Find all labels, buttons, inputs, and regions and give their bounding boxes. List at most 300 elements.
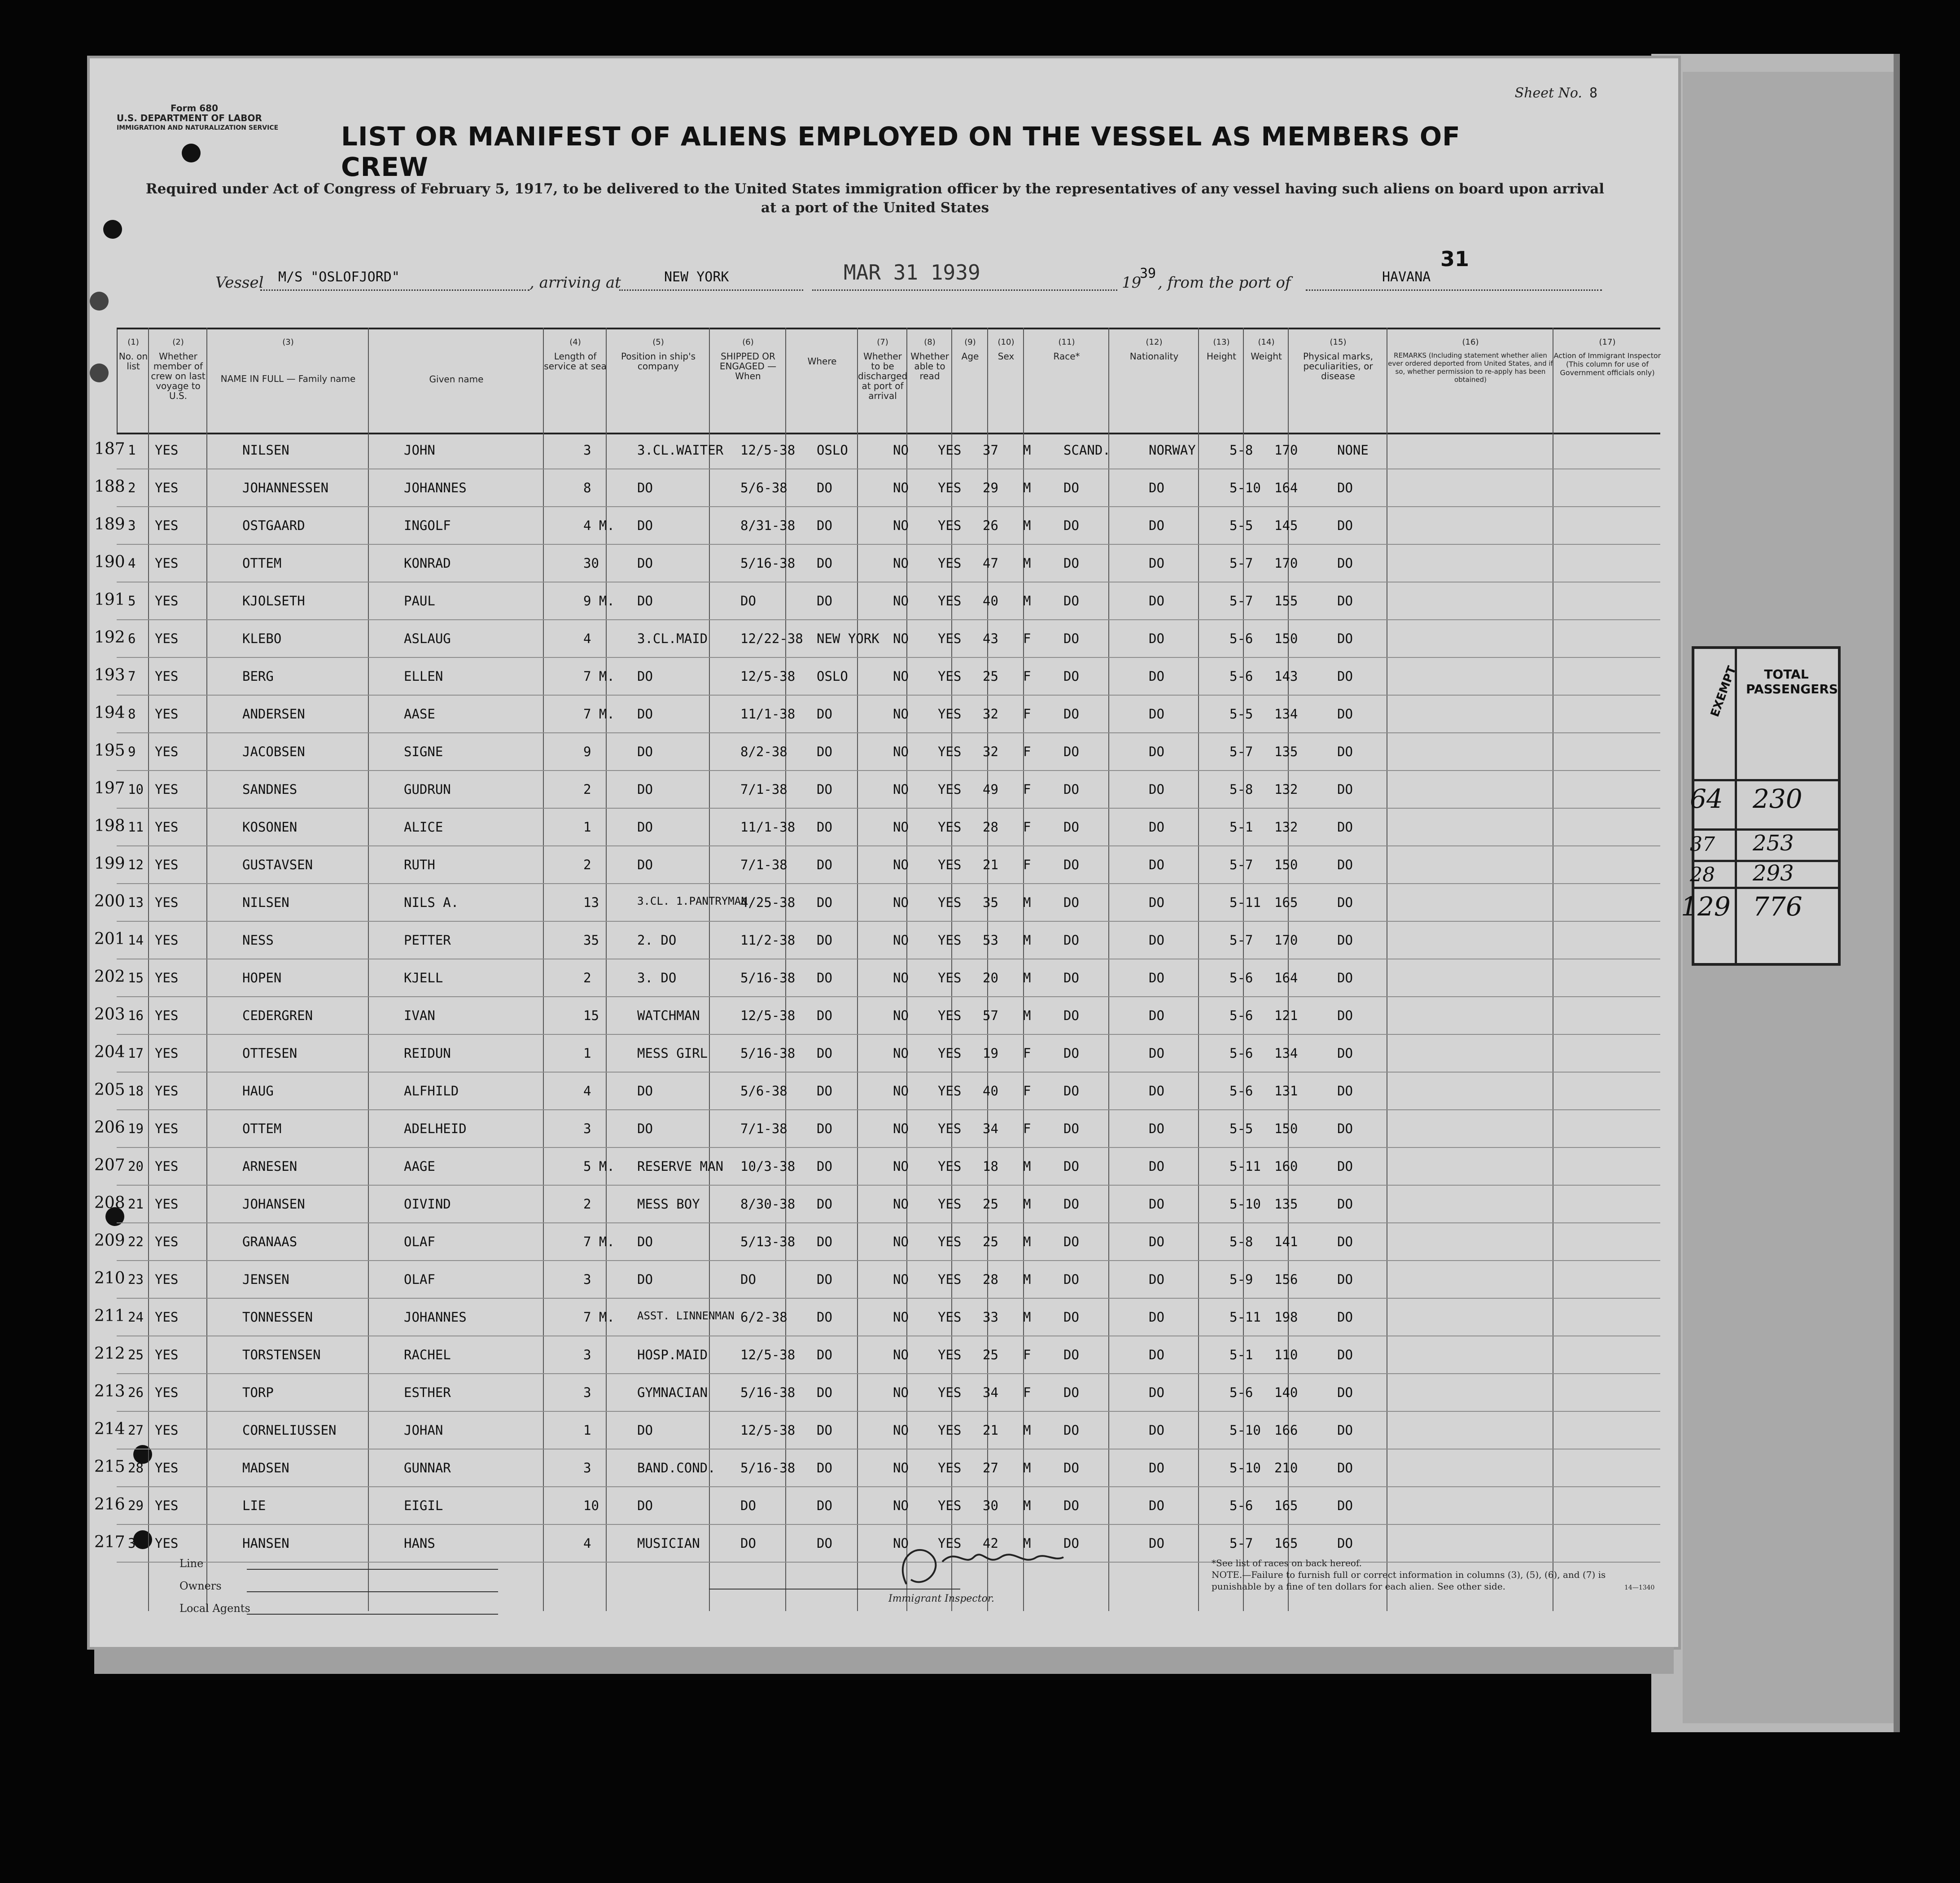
- row-physical-marks: DO: [1337, 1121, 1353, 1136]
- row-discharged: NO: [893, 1234, 909, 1249]
- row-weight: 150: [1274, 857, 1298, 872]
- row-age: 49: [983, 782, 998, 797]
- row-previous-voyage: YES: [155, 1159, 179, 1174]
- row-shipped-when: 12/22-38: [740, 631, 803, 646]
- sheet-number-value: 8: [1589, 85, 1597, 101]
- row-given-name: JOHANNES: [404, 1309, 467, 1325]
- row-discharged: NO: [893, 1498, 909, 1513]
- row-race: DO: [1063, 1498, 1079, 1513]
- row-age: 26: [983, 518, 998, 533]
- department-name: U.S. DEPARTMENT OF LABOR: [117, 113, 262, 123]
- row-previous-voyage: YES: [155, 744, 179, 759]
- row-number: 6: [128, 631, 136, 646]
- row-age: 34: [983, 1121, 998, 1136]
- row-sex: M: [1023, 1536, 1031, 1551]
- crew-row: [94, 1222, 1660, 1261]
- row-family-name: GUSTAVSEN: [242, 857, 313, 872]
- row-able-to-read: YES: [938, 518, 962, 533]
- col-header-given-name: Given name: [368, 329, 544, 433]
- row-given-name: INGOLF: [404, 518, 451, 533]
- row-discharged: NO: [893, 593, 909, 609]
- row-weight: 198: [1274, 1309, 1298, 1325]
- row-service-length: 1: [583, 819, 591, 835]
- row-shipped-when: 5/16-38: [740, 556, 796, 571]
- line-label: Line: [179, 1557, 204, 1570]
- row-physical-marks: DO: [1337, 970, 1353, 985]
- row-discharged: NO: [893, 518, 909, 533]
- row-family-name: ARNESEN: [242, 1159, 298, 1174]
- row-discharged: NO: [893, 1423, 909, 1438]
- row-physical-marks: DO: [1337, 1536, 1353, 1551]
- row-service-length: 10: [583, 1498, 599, 1513]
- row-given-name: REIDUN: [404, 1046, 451, 1061]
- row-physical-marks: DO: [1337, 1347, 1353, 1362]
- col-header-age: (9) Age: [951, 329, 988, 433]
- row-height: 5-6: [1229, 1385, 1253, 1400]
- row-height: 5-8: [1229, 1234, 1253, 1249]
- row-height: 5-6: [1229, 1498, 1253, 1513]
- row-number: 20: [128, 1159, 144, 1174]
- row-position: DO: [637, 744, 653, 759]
- row-given-name: RACHEL: [404, 1347, 451, 1362]
- row-weight: 140: [1274, 1385, 1298, 1400]
- row-age: 25: [983, 1234, 998, 1249]
- row-shipped-where: DO: [817, 970, 832, 985]
- row-family-name: KLEBO: [242, 631, 282, 646]
- row-physical-marks: DO: [1337, 706, 1353, 722]
- row-age: 33: [983, 1309, 998, 1325]
- row-shipped-when: 11/2-38: [740, 933, 796, 948]
- row-height: 5-1: [1229, 819, 1253, 835]
- inspector-signature: [853, 1530, 1104, 1598]
- row-weight: 110: [1274, 1347, 1298, 1362]
- row-nationality: DO: [1149, 1460, 1164, 1476]
- row-sex: F: [1023, 706, 1031, 722]
- row-shipped-where: DO: [817, 1234, 832, 1249]
- col-header-position: (5) Position in ship's company: [606, 329, 710, 433]
- row-physical-marks: DO: [1337, 782, 1353, 797]
- punch-hole: [90, 363, 109, 382]
- row-sex: M: [1023, 556, 1031, 571]
- punch-hole: [90, 292, 109, 311]
- col-header-where: Where: [785, 329, 858, 433]
- page-title: LIST OR MANIFEST OF ALIENS EMPLOYED ON THE VESSEL AS MEMBERS OF CREW: [341, 121, 1461, 182]
- row-list-sequence: 202: [94, 968, 125, 986]
- row-position: DO: [637, 819, 653, 835]
- arriving-port: NEW YORK: [664, 269, 729, 285]
- manifest-page: [90, 58, 1678, 1647]
- row-number: 25: [128, 1347, 144, 1362]
- row-shipped-when: 7/1-38: [740, 1121, 788, 1136]
- row-age: 25: [983, 1196, 998, 1212]
- row-service-length: 2: [583, 970, 591, 985]
- row-able-to-read: YES: [938, 1536, 962, 1551]
- row-nationality: DO: [1149, 1196, 1164, 1212]
- row-shipped-where: DO: [817, 1008, 832, 1023]
- row-discharged: NO: [893, 1046, 909, 1061]
- row-service-length: 4: [583, 1083, 591, 1099]
- row-nationality: DO: [1149, 1536, 1164, 1551]
- row-sex: F: [1023, 744, 1031, 759]
- row-nationality: DO: [1149, 669, 1164, 684]
- tally-exempt-header: EXEMPT: [1708, 664, 1739, 719]
- row-discharged: NO: [893, 631, 909, 646]
- tally-exempt-value: 64: [1690, 784, 1723, 814]
- row-position: DO: [637, 480, 653, 495]
- row-position: 3.CL.WAITER: [637, 442, 724, 458]
- row-race: DO: [1063, 706, 1079, 722]
- row-weight: 165: [1274, 1498, 1298, 1513]
- row-race: DO: [1063, 1385, 1079, 1400]
- row-family-name: NESS: [242, 933, 274, 948]
- row-list-sequence: 198: [94, 817, 125, 835]
- row-list-sequence: 203: [94, 1005, 125, 1024]
- row-shipped-when: DO: [740, 1498, 756, 1513]
- row-position: DO: [637, 1121, 653, 1136]
- row-list-sequence: 195: [94, 741, 125, 760]
- page-subtitle: Required under Act of Congress of February 5, 1917, to be delivered to the United States immigration officer by the representatives of any vessel having such aliens on board upon arrival at a port of the United States: [145, 181, 1605, 216]
- row-service-length: 7 M.: [583, 1234, 615, 1249]
- row-family-name: TORSTENSEN: [242, 1347, 321, 1362]
- crew-row: [94, 770, 1660, 809]
- row-family-name: OTTEM: [242, 556, 282, 571]
- row-height: 5-7: [1229, 593, 1253, 609]
- row-physical-marks: DO: [1337, 631, 1353, 646]
- row-position: DO: [637, 857, 653, 872]
- row-height: 5-7: [1229, 1536, 1253, 1551]
- row-height: 5-6: [1229, 631, 1253, 646]
- row-nationality: DO: [1149, 1008, 1164, 1023]
- row-race: DO: [1063, 857, 1079, 872]
- row-physical-marks: DO: [1337, 1046, 1353, 1061]
- row-family-name: OTTESEN: [242, 1046, 298, 1061]
- col-header-sex: (10) Sex: [987, 329, 1024, 433]
- row-race: DO: [1063, 1121, 1079, 1136]
- row-age: 28: [983, 819, 998, 835]
- vessel-line: [215, 260, 1606, 296]
- row-physical-marks: DO: [1337, 1196, 1353, 1212]
- row-weight: 131: [1274, 1083, 1298, 1099]
- arriving-label: , arriving at: [529, 274, 621, 292]
- row-weight: 164: [1274, 480, 1298, 495]
- col-header-nationality: (12) Nationality: [1108, 329, 1199, 433]
- row-service-length: 2: [583, 857, 591, 872]
- races-note: *See list of races on back hereof.: [1212, 1558, 1362, 1568]
- row-position: DO: [637, 593, 653, 609]
- row-previous-voyage: YES: [155, 1121, 179, 1136]
- row-given-name: ADELHEID: [404, 1121, 467, 1136]
- row-sex: M: [1023, 593, 1031, 609]
- row-nationality: DO: [1149, 1423, 1164, 1438]
- row-sex: F: [1023, 819, 1031, 835]
- row-height: 5-6: [1229, 970, 1253, 985]
- tally-exempt-value: 37: [1690, 833, 1715, 856]
- row-previous-voyage: YES: [155, 819, 179, 835]
- row-shipped-when: 12/5-38: [740, 1347, 796, 1362]
- row-sex: M: [1023, 1196, 1031, 1212]
- row-position: DO: [637, 556, 653, 571]
- row-position: WATCHMAN: [637, 1008, 700, 1023]
- row-physical-marks: DO: [1337, 1234, 1353, 1249]
- row-able-to-read: YES: [938, 1347, 962, 1362]
- row-height: 5-7: [1229, 857, 1253, 872]
- local-agents-label: Local Agents: [179, 1602, 250, 1615]
- row-shipped-where: DO: [817, 480, 832, 495]
- row-height: 5-9: [1229, 1272, 1253, 1287]
- row-list-sequence: 194: [94, 704, 125, 722]
- row-list-sequence: 216: [94, 1495, 125, 1514]
- row-number: 27: [128, 1423, 144, 1438]
- row-number: 29: [128, 1498, 144, 1513]
- year-suffix: 39: [1140, 266, 1156, 281]
- sheet-number-label: Sheet No.: [1514, 85, 1582, 101]
- row-list-sequence: 200: [94, 892, 125, 911]
- row-shipped-where: DO: [817, 933, 832, 948]
- row-given-name: EIGIL: [404, 1498, 443, 1513]
- row-family-name: JENSEN: [242, 1272, 289, 1287]
- row-sex: F: [1023, 857, 1031, 872]
- row-physical-marks: DO: [1337, 1498, 1353, 1513]
- row-previous-voyage: YES: [155, 442, 179, 458]
- row-family-name: LIE: [242, 1498, 266, 1513]
- row-weight: 135: [1274, 1196, 1298, 1212]
- crew-row: [94, 1147, 1660, 1186]
- signature-line: [709, 1589, 960, 1590]
- crew-row: [94, 845, 1660, 884]
- row-list-sequence: 206: [94, 1118, 125, 1137]
- row-list-sequence: 213: [94, 1382, 125, 1401]
- row-given-name: JOHAN: [404, 1423, 443, 1438]
- row-shipped-when: 5/16-38: [740, 1385, 796, 1400]
- row-family-name: NILSEN: [242, 442, 289, 458]
- row-shipped-where: DO: [817, 1460, 832, 1476]
- row-service-length: 8: [583, 480, 591, 495]
- row-position: 3.CL. 1.PANTRYMAN: [637, 895, 748, 907]
- row-family-name: BERG: [242, 669, 274, 684]
- row-position: MESS GIRL: [637, 1046, 708, 1061]
- row-list-sequence: 193: [94, 666, 125, 684]
- row-service-length: 30: [583, 556, 599, 571]
- tally-total-value: 230: [1753, 784, 1802, 814]
- crew-row: [94, 1486, 1660, 1525]
- row-age: 53: [983, 933, 998, 948]
- row-nationality: DO: [1149, 706, 1164, 722]
- row-position: DO: [637, 1234, 653, 1249]
- row-given-name: PAUL: [404, 593, 435, 609]
- row-shipped-where: DO: [817, 1536, 832, 1551]
- row-shipped-where: DO: [817, 1159, 832, 1174]
- row-sex: F: [1023, 1046, 1031, 1061]
- row-age: 32: [983, 744, 998, 759]
- row-height: 5-7: [1229, 744, 1253, 759]
- row-shipped-where: DO: [817, 819, 832, 835]
- tally-total-value: 776: [1753, 891, 1802, 922]
- row-weight: 160: [1274, 1159, 1298, 1174]
- row-service-length: 4: [583, 631, 591, 646]
- row-able-to-read: YES: [938, 970, 962, 985]
- row-age: 57: [983, 1008, 998, 1023]
- row-shipped-where: DO: [817, 857, 832, 872]
- row-shipped-when: 11/1-38: [740, 819, 796, 835]
- row-height: 5-5: [1229, 1121, 1253, 1136]
- row-list-sequence: 204: [94, 1043, 125, 1061]
- row-weight: 145: [1274, 518, 1298, 533]
- row-service-length: 9: [583, 744, 591, 759]
- row-given-name: ALICE: [404, 819, 443, 835]
- row-position: DO: [637, 1423, 653, 1438]
- row-height: 5-5: [1229, 706, 1253, 722]
- row-position: MUSICIAN: [637, 1536, 700, 1551]
- row-number: 9: [128, 744, 136, 759]
- row-age: 34: [983, 1385, 998, 1400]
- crew-row: [94, 921, 1660, 959]
- row-nationality: DO: [1149, 1046, 1164, 1061]
- row-shipped-where: DO: [817, 1046, 832, 1061]
- row-shipped-where: DO: [817, 706, 832, 722]
- row-discharged: NO: [893, 1121, 909, 1136]
- row-nationality: DO: [1149, 782, 1164, 797]
- row-able-to-read: YES: [938, 1498, 962, 1513]
- row-given-name: KONRAD: [404, 556, 451, 571]
- row-family-name: HOPEN: [242, 970, 282, 985]
- row-family-name: KJOLSETH: [242, 593, 305, 609]
- row-family-name: HANSEN: [242, 1536, 289, 1551]
- row-nationality: NORWAY: [1149, 442, 1196, 458]
- row-given-name: HANS: [404, 1536, 435, 1551]
- row-number: 15: [128, 970, 144, 985]
- row-physical-marks: DO: [1337, 933, 1353, 948]
- row-number: 2: [128, 480, 136, 495]
- row-position: DO: [637, 782, 653, 797]
- row-height: 5-10: [1229, 1423, 1261, 1438]
- row-sex: M: [1023, 1008, 1031, 1023]
- inspector-label: Immigrant Inspector.: [888, 1593, 994, 1604]
- row-position: GYMNACIAN: [637, 1385, 708, 1400]
- service-name: IMMIGRATION AND NATURALIZATION SERVICE: [117, 124, 279, 131]
- row-age: 42: [983, 1536, 998, 1551]
- row-weight: 155: [1274, 593, 1298, 609]
- row-age: 28: [983, 1272, 998, 1287]
- row-number: 22: [128, 1234, 144, 1249]
- from-port: HAVANA: [1382, 269, 1431, 285]
- row-shipped-when: 5/16-38: [740, 970, 796, 985]
- row-age: 29: [983, 480, 998, 495]
- row-family-name: KOSONEN: [242, 819, 298, 835]
- row-given-name: JOHANNES: [404, 480, 467, 495]
- row-number: 12: [128, 857, 144, 872]
- row-previous-voyage: YES: [155, 1083, 179, 1099]
- row-discharged: NO: [893, 970, 909, 985]
- row-previous-voyage: YES: [155, 782, 179, 797]
- row-shipped-when: 5/16-38: [740, 1460, 796, 1476]
- row-previous-voyage: YES: [155, 1536, 179, 1551]
- row-family-name: CORNELIUSSEN: [242, 1423, 337, 1438]
- row-previous-voyage: YES: [155, 970, 179, 985]
- row-height: 5-11: [1229, 1309, 1261, 1325]
- tally-exempt-value: 28: [1690, 863, 1715, 886]
- row-previous-voyage: YES: [155, 480, 179, 495]
- row-discharged: NO: [893, 1272, 909, 1287]
- row-shipped-when: 10/3-38: [740, 1159, 796, 1174]
- from-port-label: , from the port of: [1158, 274, 1291, 292]
- row-list-sequence: 199: [94, 854, 125, 873]
- row-number: 18: [128, 1083, 144, 1099]
- row-previous-voyage: YES: [155, 895, 179, 910]
- row-list-sequence: 207: [94, 1156, 125, 1174]
- row-weight: 132: [1274, 819, 1298, 835]
- row-given-name: OLAF: [404, 1234, 435, 1249]
- row-race: DO: [1063, 1008, 1079, 1023]
- row-sex: M: [1023, 933, 1031, 948]
- vessel-label: Vessel: [215, 274, 264, 292]
- row-discharged: NO: [893, 1159, 909, 1174]
- row-physical-marks: DO: [1337, 518, 1353, 533]
- row-list-sequence: 212: [94, 1344, 125, 1363]
- row-shipped-where: NEW YORK: [817, 631, 879, 646]
- row-position: ASST. LINNENMAN: [637, 1309, 735, 1322]
- row-height: 5-8: [1229, 782, 1253, 797]
- row-weight: 134: [1274, 1046, 1298, 1061]
- row-nationality: DO: [1149, 1385, 1164, 1400]
- row-sex: M: [1023, 1460, 1031, 1476]
- row-sex: M: [1023, 1272, 1031, 1287]
- row-discharged: NO: [893, 933, 909, 948]
- row-sex: M: [1023, 1309, 1031, 1325]
- row-race: DO: [1063, 1159, 1079, 1174]
- row-physical-marks: DO: [1337, 857, 1353, 872]
- row-physical-marks: DO: [1337, 593, 1353, 609]
- row-list-sequence: 209: [94, 1231, 125, 1250]
- row-able-to-read: YES: [938, 669, 962, 684]
- row-able-to-read: YES: [938, 1008, 962, 1023]
- row-sex: M: [1023, 895, 1031, 910]
- row-able-to-read: YES: [938, 819, 962, 835]
- crew-row: [94, 544, 1660, 582]
- row-age: 40: [983, 593, 998, 609]
- col-header-action: (17) Action of Immigrant Inspector (This column for use of Government officials only): [1553, 329, 1661, 433]
- row-shipped-where: DO: [817, 593, 832, 609]
- crew-row: [94, 506, 1660, 545]
- row-height: 5-5: [1229, 518, 1253, 533]
- row-number: 21: [128, 1196, 144, 1212]
- row-sex: M: [1023, 970, 1031, 985]
- row-nationality: DO: [1149, 1347, 1164, 1362]
- row-family-name: JACOBSEN: [242, 744, 305, 759]
- row-family-name: TONNESSEN: [242, 1309, 313, 1325]
- row-number: 23: [128, 1272, 144, 1287]
- row-shipped-when: DO: [740, 593, 756, 609]
- row-given-name: AASE: [404, 706, 435, 722]
- date-stamp: MAR 31 1939: [844, 260, 980, 285]
- row-position: MESS BOY: [637, 1196, 700, 1212]
- row-age: 21: [983, 857, 998, 872]
- row-physical-marks: DO: [1337, 1272, 1353, 1287]
- row-shipped-when: 5/16-38: [740, 1046, 796, 1061]
- row-previous-voyage: YES: [155, 706, 179, 722]
- row-sex: M: [1023, 1159, 1031, 1174]
- row-nationality: DO: [1149, 518, 1164, 533]
- row-nationality: DO: [1149, 480, 1164, 495]
- row-previous-voyage: YES: [155, 1046, 179, 1061]
- crew-row: [94, 883, 1660, 922]
- crew-row: [94, 808, 1660, 846]
- row-able-to-read: YES: [938, 1385, 962, 1400]
- crew-row: [94, 732, 1660, 771]
- row-weight: 150: [1274, 1121, 1298, 1136]
- row-race: DO: [1063, 1083, 1079, 1099]
- row-shipped-where: DO: [817, 1083, 832, 1099]
- row-previous-voyage: YES: [155, 1272, 179, 1287]
